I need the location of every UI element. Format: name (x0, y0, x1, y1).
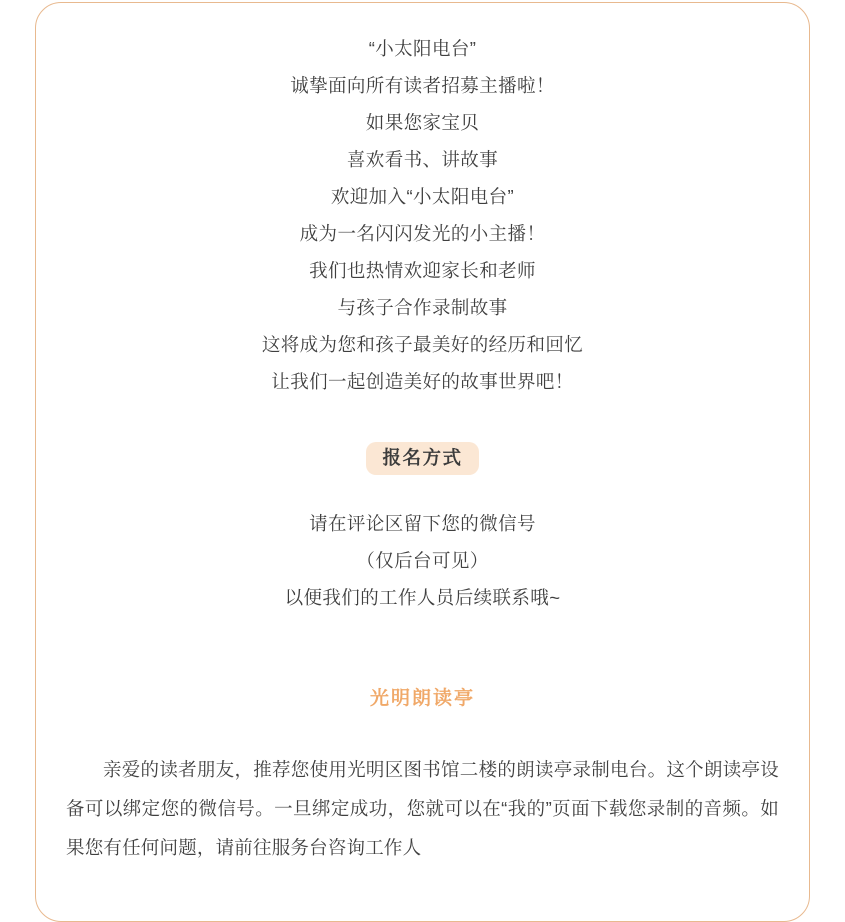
article-page (0, 30, 845, 889)
lead-block (66, 30, 779, 400)
lead-line: 这将成为您和孩子最美好的经历和回忆 (261, 334, 584, 355)
spacer (66, 712, 779, 750)
lead-line: “小太阳电台” (368, 38, 477, 59)
spacer (66, 475, 779, 505)
lead-line: 诚挚面向所有读者招募主播啦！ (290, 75, 555, 96)
spacer (66, 400, 779, 442)
signup-line: （仅后台可见） (356, 550, 489, 571)
lead-line: 欢迎加入“小太阳电台” (330, 186, 515, 207)
lead-line: 我们也热情欢迎家长和老师 (309, 260, 536, 281)
lead-line: 与孩子合作录制故事 (337, 297, 508, 318)
lead-line: 喜欢看书、讲故事 (346, 149, 499, 170)
signup-line: 请在评论区留下您的微信号 (309, 513, 536, 534)
booth-heading: 光明朗读亭 (369, 688, 475, 709)
signup-line: 以便我们的工作人员后续联系哦~ (284, 587, 561, 608)
spacer (66, 616, 779, 686)
signup-badge-wrap (66, 442, 779, 475)
lead-line: 成为一名闪闪发光的小主播！ (299, 223, 546, 244)
booth-heading-wrap (66, 686, 779, 712)
lead-line: 让我们一起创造美好的故事世界吧！ (271, 371, 574, 392)
booth-paragraph: 亲爱的读者朋友，推荐您使用光明区图书馆二楼的朗读亭录制电台。这个朗读亭设备可以绑定您的微信号。一旦绑定成功，您就可以在“我的”页面下载您录制的音频。如果您有任何问题，请前往服务台咨询工作人 (66, 759, 779, 858)
signup-block (66, 505, 779, 616)
article-content (0, 30, 845, 867)
lead-line: 如果您家宝贝 (365, 112, 480, 133)
signup-badge: 报名方式 (366, 442, 478, 475)
